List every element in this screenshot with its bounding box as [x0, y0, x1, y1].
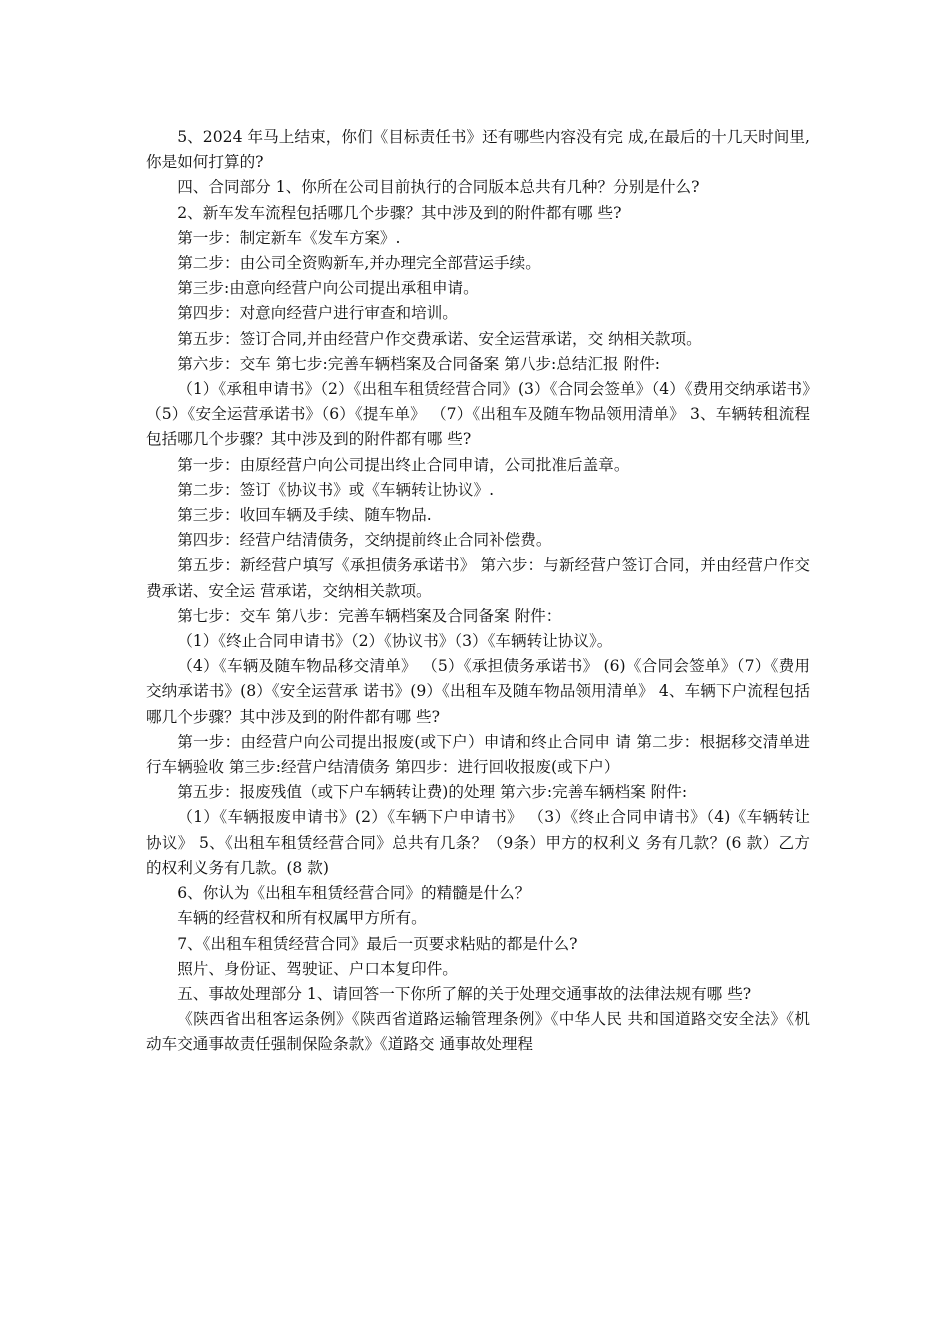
paragraph-21: （1）《车辆报废申请书》(2）《车辆下户申请书》 （3）《终止合同申请书》（4)《车辆转让协议》 5、《出租车租赁经营合同》总共有几条？（9条）甲方的权利义 务有几款？(6 款）乙方的权利义务有几款。(8 款): [146, 808, 810, 877]
paragraph-13: 第三步：收回车辆及手续、随车物品.: [177, 506, 432, 525]
paragraph-3: 2、新车发车流程包括哪几个步骤？其中涉及到的附件都有哪 些?: [177, 203, 622, 222]
paragraph-8: 第五步：签订合同,并由经营户作交费承诺、安全运营承诺，交 纳相关款项。: [177, 329, 702, 348]
paragraph-23: 车辆的经营权和所有权属甲方所有。: [177, 909, 427, 928]
paragraph-16: 第七步：交车 第八步：完善车辆档案及合同备案 附件：: [177, 606, 562, 625]
paragraph-24: 7、《出租车租赁经营合同》最后一页要求粘贴的都是什么?: [177, 934, 578, 953]
paragraph-27: 《陕西省出租客运条例》《陕西省道路运输管理条例》《中华人民 共和国道路交安全法》《机动车交通事故责任强制保险条款》《道路交 通事故处理程: [146, 1010, 810, 1054]
paragraph-1: 5、2024 年马上结束，你们《目标责任书》还有哪些内容没有完 成,在最后的十几天时间里,你是如何打算的?: [146, 128, 810, 172]
paragraph-19: 第一步：由经营户向公司提出报废(或下户）申请和终止合同申 请 第二步：根据移交清单进行车辆验收 第三步:经营户结清债务 第四步：进行回收报废(或下户）: [146, 732, 810, 777]
paragraph-11: 第一步：由原经营户向公司提出终止合同申请，公司批准后盖章。: [177, 455, 630, 474]
paragraph-6: 第三步:由意向经营户向公司提出承租申请。: [177, 279, 479, 298]
paragraph-18: （4）《车辆及随车物品移交清单》 （5）《承担债务承诺书》 (6)《合同会签单》（7）《费用交纳承诺书》(8）《安全运营承 诺书》(9）《出租车及随车物品领用清单》 4、车辆下户流程包括哪几个步骤？其中涉及到的附件都有哪 些?: [146, 657, 810, 726]
paragraph-12: 第二步：签订《协议书》或《车辆转让协议》.: [177, 480, 495, 499]
paragraph-5: 第二步：由公司全资购新车,并办理完全部营运手续。: [177, 254, 541, 273]
paragraph-10: （1）《承租申请书》（2）《出租车租赁经营合同》(3）《合同会签单》（4）《费用交纳承诺书》（5）《安全运营承诺书》（6）《提车单》 （7）《出租车及随车物品领用清单》 3、车辆转租流程包括哪几个步骤？其中涉及到的附件都有哪 些?: [146, 380, 810, 449]
paragraph-4: 第一步：制定新车《发车方案》.: [177, 228, 401, 247]
paragraph-26: 五、事故处理部分 1、请回答一下你所了解的关于处理交通事故的法律法规有哪 些?: [177, 984, 752, 1003]
paragraph-14: 第四步：经营户结清债务，交纳提前终止合同补偿费。: [177, 531, 552, 550]
document-body: [146, 125, 810, 1058]
paragraph-25: 照片、身份证、驾驶证、户口本复印件。: [177, 959, 458, 978]
paragraph-17: （1）《终止合同申请书》（2）《协议书》（3）《车辆转让协议》。: [177, 632, 613, 651]
paragraph-7: 第四步：对意向经营户进行审查和培训。: [177, 304, 458, 323]
paragraph-2: 四、合同部分 1、你所在公司目前执行的合同版本总共有几种？分别是什么?: [177, 178, 700, 197]
paragraph-22: 6、你认为《出租车租赁经营合同》的精髓是什么？: [177, 884, 531, 903]
paragraph-9: 第六步：交车 第七步:完善车辆档案及合同备案 第八步:总结汇报 附件:: [177, 354, 661, 373]
paragraph-20: 第五步：报废残值（或下户车辆转让费)的处理 第六步:完善车辆档案 附件:: [177, 783, 688, 802]
paragraph-15: 第五步：新经营户填写《承担债务承诺书》 第六步：与新经营户签订合同，并由经营户作交费承诺、安全运 营承诺，交纳相关款项。: [146, 556, 810, 600]
